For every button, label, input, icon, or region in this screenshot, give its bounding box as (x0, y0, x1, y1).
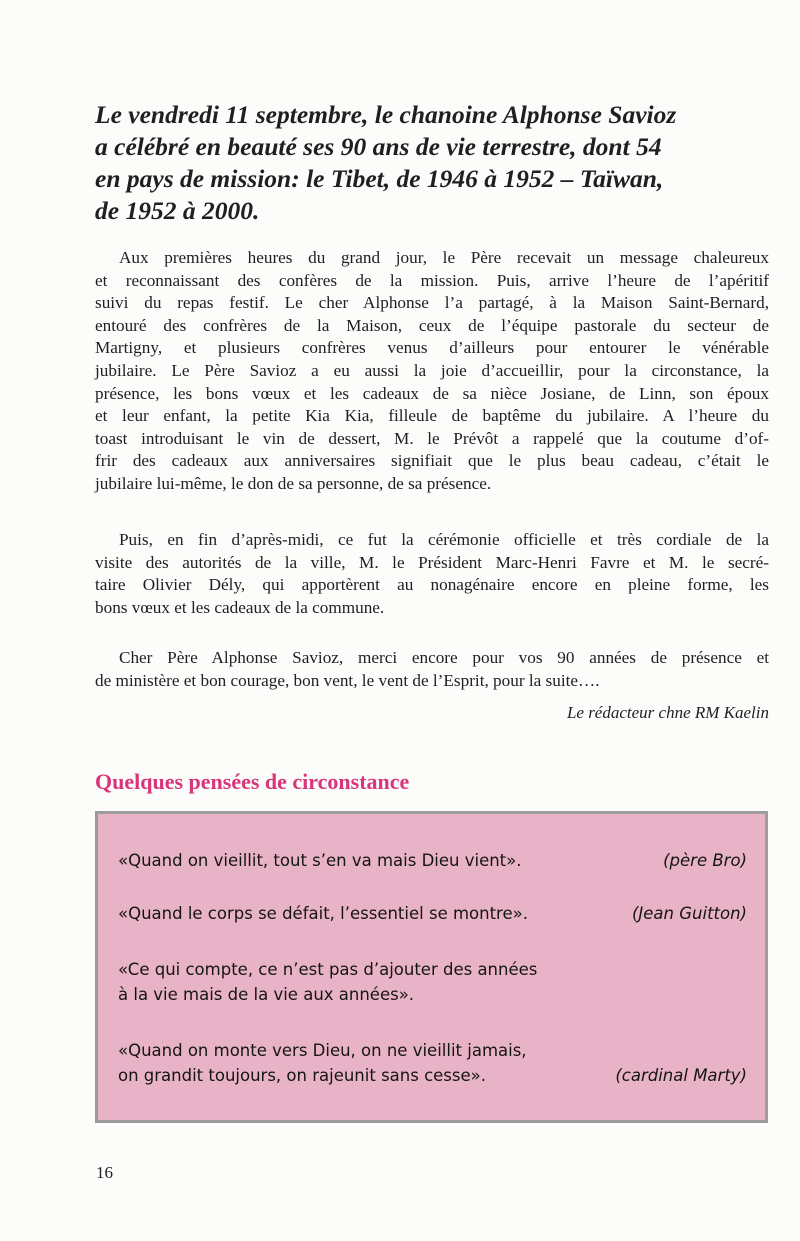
page-number: 16 (96, 1163, 113, 1182)
quote-author: (Jean Guitton) (631, 904, 747, 923)
paragraph-line: jubilaire lui-même, le don de sa personne, de sa présence. (95, 473, 492, 493)
headline-line: Le vendredi 11 septembre, le chanoine Alphonse Savioz (95, 100, 677, 129)
quote-text: on grandit toujours, on rajeunit sans cesse». (118, 1066, 486, 1085)
paragraph-line: visite des autorités de la ville, M. le Président Marc-Henri Favre et M. le secré- (95, 552, 769, 572)
quote-box (95, 811, 768, 1123)
quote-item (118, 1038, 747, 1088)
paragraph-line: et leur enfant, la petite Kia Kia, filleule de baptême du jubilaire. A l’heure du (95, 406, 769, 426)
paragraph-line: frir des cadeaux aux anniversaires signifiait que le plus beau cadeau, c’était le (95, 451, 769, 471)
paragraph-line: toast introduisant le vin de dessert, M. le Prévôt a rappelé que la coutume d’of- (95, 428, 769, 448)
paragraph-line: bons vœux et les cadeaux de la commune. (95, 597, 385, 617)
quote-text: «Quand on monte vers Dieu, on ne vieillit jamais, (118, 1041, 527, 1060)
headline-line: a célébré en beauté ses 90 ans de vie terrestre, dont 54 (95, 132, 662, 161)
quote-text: «Quand le corps se défait, l’essentiel se montre». (118, 904, 528, 923)
paragraph-celebration (95, 247, 769, 496)
quote-item (118, 957, 747, 1007)
paragraph-line: Puis, en fin d’après-midi, ce fut la cérémonie officielle et très cordiale de la (119, 530, 769, 549)
paragraph-line: taire Olivier Dély, qui apportèrent au nonagénaire encore en pleine forme, les (95, 575, 769, 595)
headline-line: de 1952 à 2000. (95, 196, 260, 225)
paragraph-official-visit (95, 529, 769, 619)
quote-item (118, 901, 747, 926)
quote-author: (père Bro) (663, 851, 747, 870)
headline-line: en pays de mission: le Tibet, de 1946 à 1952 – Taïwan, (95, 164, 664, 193)
quote-text: «Ce qui compte, ce n’est pas d’ajouter des années (118, 960, 538, 979)
headline (95, 99, 775, 227)
paragraph-line: de ministère et bon courage, bon vent, le vent de l’Esprit, pour la suite…. (95, 670, 600, 690)
paragraph-thanks (95, 647, 769, 692)
signature: Le rédacteur chne RM Kaelin (566, 703, 769, 722)
quote-item (118, 848, 747, 873)
paragraph-line: suivi du repas festif. Le cher Alphonse l’a partagé, à la Maison Saint-Bernard, (95, 293, 769, 313)
paragraph-line: Aux premières heures du grand jour, le Père recevait un message chaleureux (119, 248, 769, 267)
paragraph-line: entouré des confrères de la Maison, ceux de l’équipe pastorale du secteur de (95, 315, 769, 335)
quote-text: «Quand on vieillit, tout s’en va mais Dieu vient». (118, 851, 522, 870)
paragraph-line: présence, les bons vœux et les cadeaux de sa nièce Josiane, de Linn, son époux (95, 383, 769, 403)
paragraph-line: et reconnaissant des confères de la mission. Puis, arrive l’heure de l’apéritif (95, 270, 769, 290)
paragraph-line: jubilaire. Le Père Savioz a eu aussi la joie d’accueillir, pour la circonstance, la (95, 360, 769, 380)
paragraph-line: Martigny, et plusieurs confrères venus d’ailleurs pour entourer le vénérable (95, 338, 769, 358)
paragraph-line: Cher Père Alphonse Savioz, merci encore pour vos 90 années de présence et (119, 648, 769, 667)
quote-author: (cardinal Marty) (615, 1066, 747, 1085)
quote-text: à la vie mais de la vie aux années». (118, 985, 415, 1004)
section-title: Quelques pensées de circonstance (95, 769, 410, 794)
